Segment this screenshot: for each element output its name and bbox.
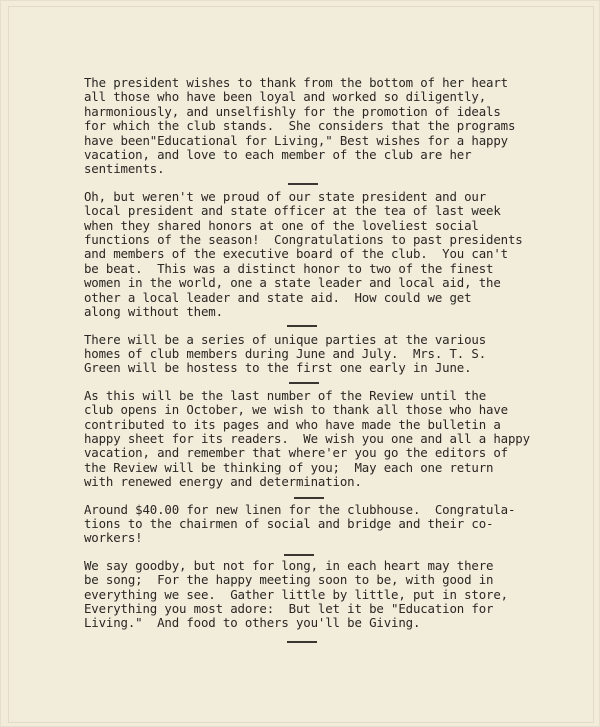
separator-dash bbox=[84, 376, 584, 389]
paragraph-proud: Oh, but weren't we proud of our state president and our local president and state officer at the tea of last week when they shared honors at one of the loveliest social functions of the season! Congratulations to past presidents and members of the executive board of the club. You can't be beat. This was a distinct honor to two of the finest women in the world, one a state leader and local aid, the other a local leader and state aid. How could we get along without them. bbox=[84, 188, 523, 320]
separator-dash bbox=[84, 490, 584, 503]
separator-dash bbox=[84, 177, 584, 190]
paragraph-parties: There will be a series of unique parties at the various homes of club members during June and July. Mrs. T. S. Green will be hostess to the first one early in June. bbox=[84, 331, 487, 376]
typed-text-body bbox=[84, 72, 584, 644]
separator-dash bbox=[84, 631, 584, 644]
separator-dash bbox=[84, 320, 584, 333]
paragraph-last-number: As this will be the last number of the Review until the club opens in October, we wish to thank all those who have contributed to its pages and who have made the bulletin a happy sheet for its readers. We wish you one and all a happy vacation, and remember that where'er you go the editors of the Review will be thinking of you; May each one return with renewed energy and determination. bbox=[84, 387, 530, 490]
paragraph-linen: Around $40.00 for new linen for the clubhouse. Congratula- tions to the chairmen of social and bridge and their co- workers! bbox=[84, 501, 516, 546]
paragraph-thanks: The president wishes to thank from the bottom of her heart all those who have been loyal and worked so diligently, harmoniously, and unselfishly for the promotion of ideals for which the club stands. She considers that the programs have been"Educational for Living," Best wishes for a happy vacation, and love to each member of the club are her sentiments. bbox=[84, 75, 516, 177]
separator-dash bbox=[84, 546, 584, 559]
separator-dash bbox=[84, 72, 584, 76]
paragraph-goodby: We say goodby, but not for long, in each heart may there be song; For the happy meeting soon to be, with good in everything we see. Gather little by little, put in store, Everything you most adore: But let it be "Education for Living." And food to others you'll be Giving. bbox=[84, 557, 508, 631]
